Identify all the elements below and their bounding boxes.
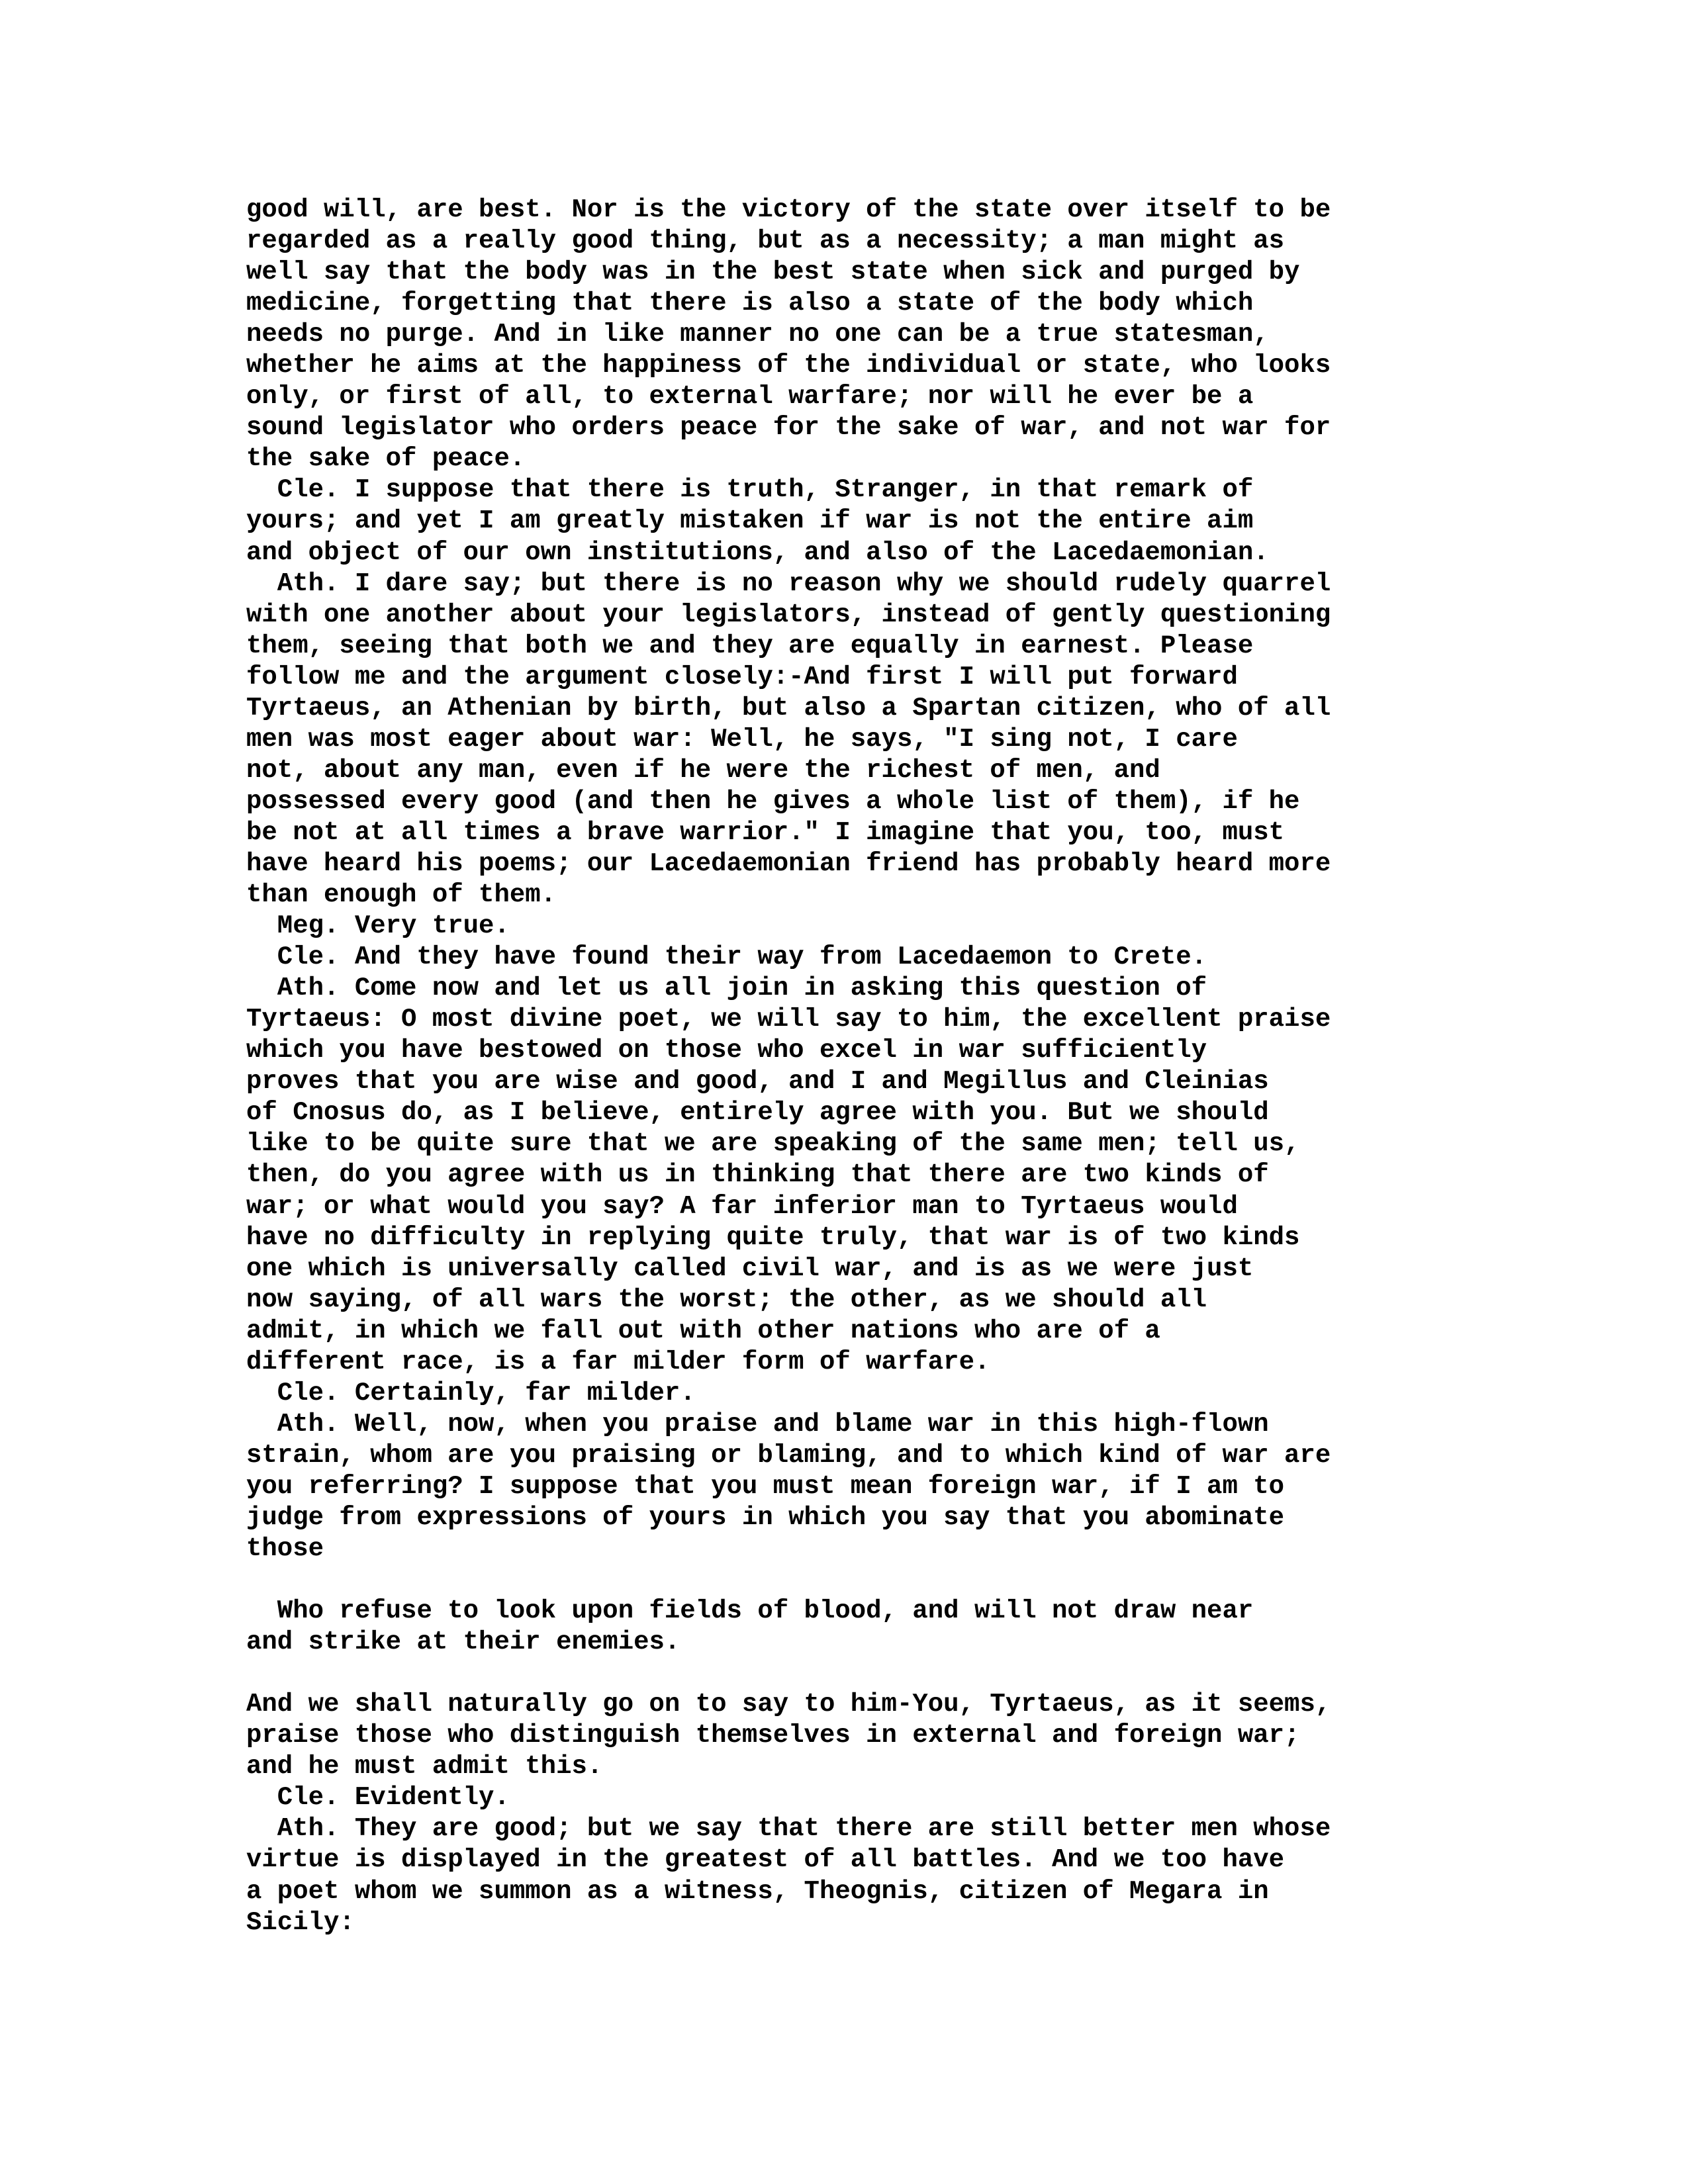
blank-line xyxy=(246,1658,1663,1689)
text-line: then, do you agree with us in thinking that there are two kinds of xyxy=(246,1160,1269,1190)
text-line: the sake of peace. xyxy=(246,444,526,474)
text-line: yours; and yet I am greatly mistaken if war is not the entire aim xyxy=(246,506,1254,536)
text-line: Cle. I suppose that there is truth, Stranger, in that remark of xyxy=(246,475,1254,505)
text-line: Ath. Come now and let us all join in asking this question of xyxy=(246,974,1207,1003)
text-line: and object of our own institutions, and also of the Lacedaemonian. xyxy=(246,537,1269,567)
text-line: follow me and the argument closely:-And first I will put forward xyxy=(246,662,1238,692)
text-line: proves that you are wise and good, and I and Megillus and Cleinias xyxy=(246,1067,1269,1097)
text-line: judge from expressions of yours in which you say that you abominate xyxy=(246,1502,1285,1532)
text-line: not, about any man, even if he were the richest of men, and xyxy=(246,755,1160,785)
text-line: only, or first of all, to external warfare; nor will he ever be a xyxy=(246,382,1254,412)
text-line: which you have bestowed on those who excel in war sufficiently xyxy=(246,1036,1207,1066)
text-line: Ath. Well, now, when you praise and blame war in this high-flown xyxy=(246,1409,1269,1439)
blank-line xyxy=(246,1565,1663,1596)
text-line: strain, whom are you praising or blaming, and to which kind of war are xyxy=(246,1440,1331,1470)
text-line: Cle. Certainly, far milder. xyxy=(246,1378,696,1408)
text-line: than enough of them. xyxy=(246,880,557,910)
text-line: Tyrtaeus: O most divine poet, we will say to him, the excellent praise xyxy=(246,1005,1331,1034)
text-line: men was most eager about war: Well, he says, "I sing not, I care xyxy=(246,724,1238,754)
quote-line: Who refuse to look upon fields of blood, and will not draw near xyxy=(246,1596,1254,1626)
text-line: possessed every good (and then he gives a whole list of them), if he xyxy=(246,786,1300,816)
text-line: and he must admit this. xyxy=(246,1752,603,1782)
text-line: Sicily: xyxy=(246,1907,355,1937)
text-line: Tyrtaeus, an Athenian by birth, but also a Spartan citizen, who of all xyxy=(246,693,1331,723)
text-line: different race, is a far milder form of warfare. xyxy=(246,1347,990,1377)
text-line: good will, are best. Nor is the victory of the state over itself to be xyxy=(246,195,1331,224)
text-line: Meg. Very true. xyxy=(246,911,510,941)
text-line: sound legislator who orders peace for the sake of war, and not war for xyxy=(246,413,1331,443)
text-line: Cle. And they have found their way from Lacedaemon to Crete. xyxy=(246,942,1207,972)
document-page xyxy=(246,195,1663,1938)
text-line: now saying, of all wars the worst; the other, as we should all xyxy=(246,1285,1207,1314)
text-line: you referring? I suppose that you must mean foreign war, if I am to xyxy=(246,1471,1285,1501)
text-line: with one another about your legislators, instead of gently questioning xyxy=(246,600,1331,629)
text-line: be not at all times a brave warrior." I imagine that you, too, must xyxy=(246,817,1285,847)
text-line: one which is universally called civil war, and is as we were just xyxy=(246,1253,1254,1283)
text-line: have heard his poems; our Lacedaemonian friend has probably heard more xyxy=(246,848,1331,878)
text-line: of Cnosus do, as I believe, entirely agree with you. But we should xyxy=(246,1098,1269,1128)
text-line: them, seeing that both we and they are equally in earnest. Please xyxy=(246,631,1254,660)
text-line: praise those who distinguish themselves in external and foreign war; xyxy=(246,1721,1300,1751)
text-line: virtue is displayed in the greatest of all battles. And we too have xyxy=(246,1845,1285,1875)
text-line: those xyxy=(246,1534,324,1564)
text-line: war; or what would you say? A far inferior man to Tyrtaeus would xyxy=(246,1191,1238,1221)
text-line: regarded as a really good thing, but as a necessity; a man might as xyxy=(246,226,1285,256)
text-line: like to be quite sure that we are speaking of the same men; tell us, xyxy=(246,1129,1300,1159)
text-line: whether he aims at the happiness of the individual or state, who looks xyxy=(246,351,1331,381)
text-line: needs no purge. And in like manner no one can be a true statesman, xyxy=(246,320,1269,349)
text-line: have no difficulty in replying quite truly, that war is of two kinds xyxy=(246,1222,1300,1252)
text-line: Cle. Evidently. xyxy=(246,1783,510,1813)
text-line: well say that the body was in the best state when sick and purged by xyxy=(246,257,1300,287)
text-line: And we shall naturally go on to say to him-You, Tyrtaeus, as it seems, xyxy=(246,1690,1331,1719)
quote-line: and strike at their enemies. xyxy=(246,1627,680,1657)
text-line: a poet whom we summon as a witness, Theognis, citizen of Megara in xyxy=(246,1876,1269,1906)
text-line: admit, in which we fall out with other nations who are of a xyxy=(246,1316,1160,1345)
text-line: medicine, forgetting that there is also a state of the body which xyxy=(246,289,1254,318)
text-line: Ath. They are good; but we say that there are still better men whose xyxy=(246,1814,1331,1844)
text-line: Ath. I dare say; but there is no reason why we should rudely quarrel xyxy=(246,569,1331,598)
